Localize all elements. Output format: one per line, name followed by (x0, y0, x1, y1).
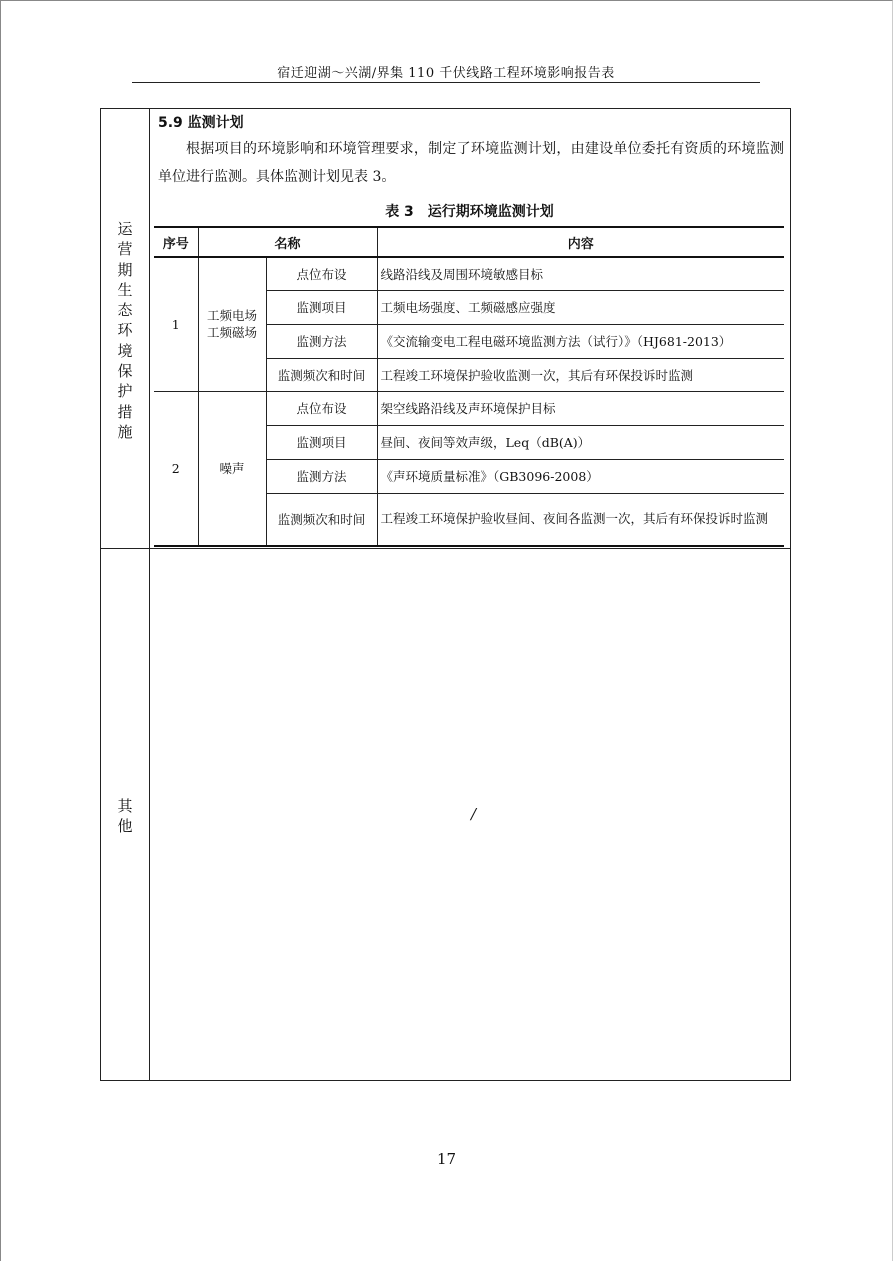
label-char: 境 (117, 341, 133, 360)
header-name: 名称 (198, 227, 377, 257)
group-number: 1 (154, 257, 198, 391)
other-label (101, 796, 149, 837)
label-char: 护 (117, 382, 133, 401)
item-cell: 监测方法 (266, 324, 377, 358)
table-caption: 表 3 运行期环境监测计划 (385, 204, 554, 220)
group-number: 2 (154, 391, 198, 546)
header-content: 内容 (377, 227, 784, 257)
monitoring-section (149, 109, 790, 548)
section-title: 5.9 监测计划 (158, 115, 244, 131)
label-char: 施 (117, 422, 133, 441)
item-cell: 监测方法 (266, 459, 377, 493)
label-char: 保 (117, 362, 133, 381)
content-cell: 线路沿线及周围环境敏感目标 (377, 257, 784, 290)
running-header: 宿迁迎湖～兴湖/界集 110 千伏线路工程环境影响报告表 (277, 66, 615, 81)
label-char: 措 (117, 402, 133, 421)
label-char: 态 (117, 301, 133, 320)
group-name: 工频电场 工频磁场 (198, 257, 266, 391)
label-char: 环 (117, 321, 133, 340)
label-char: 其 (117, 797, 133, 815)
table-row (154, 257, 784, 290)
item-cell: 监测频次和时间 (266, 358, 377, 391)
label-char: 生 (117, 280, 133, 299)
row-separator (101, 548, 790, 549)
other-content: / (471, 805, 477, 823)
content-cell: 架空线路沿线及声环境保护目标 (377, 391, 784, 425)
table-header-row (154, 227, 784, 257)
group-name: 噪声 (198, 391, 266, 546)
monitoring-plan-table (154, 226, 784, 547)
label-char: 营 (117, 240, 133, 259)
item-cell: 监测项目 (266, 290, 377, 324)
header-no: 序号 (154, 227, 198, 257)
operation-measures-label (101, 219, 149, 442)
item-cell: 监测频次和时间 (266, 493, 377, 546)
section-paragraph: 根据项目的环境影响和环境管理要求，制定了环境监测计划，由建设单位委托有资质的环境监测单位进行监测。具体监测计划见表 3。 (158, 141, 784, 185)
table-row (154, 391, 784, 425)
label-char: 他 (117, 817, 133, 836)
content-cell: 《声环境质量标准》（GB3096-2008） (377, 459, 784, 493)
item-cell: 点位布设 (266, 257, 377, 290)
label-char: 期 (117, 260, 133, 279)
item-cell: 监测项目 (266, 425, 377, 459)
item-cell: 点位布设 (266, 391, 377, 425)
label-char: 运 (117, 220, 133, 238)
content-cell: 昼间、夜间等效声级，Leq（dB(A)） (377, 425, 784, 459)
content-cell: 《交流输变电工程电磁环境监测方法（试行）》（HJ681-2013） (377, 324, 784, 358)
header-rule (132, 82, 760, 83)
content-cell: 工频电场强度、工频磁感应强度 (377, 290, 784, 324)
content-cell: 工程竣工环境保护验收昼间、夜间各监测一次，其后有环保投诉时监测 (377, 493, 784, 546)
report-frame (100, 108, 791, 1081)
page-number: 17 (436, 1150, 457, 1168)
content-cell: 工程竣工环境保护验收监测一次，其后有环保投诉时监测 (377, 358, 784, 391)
